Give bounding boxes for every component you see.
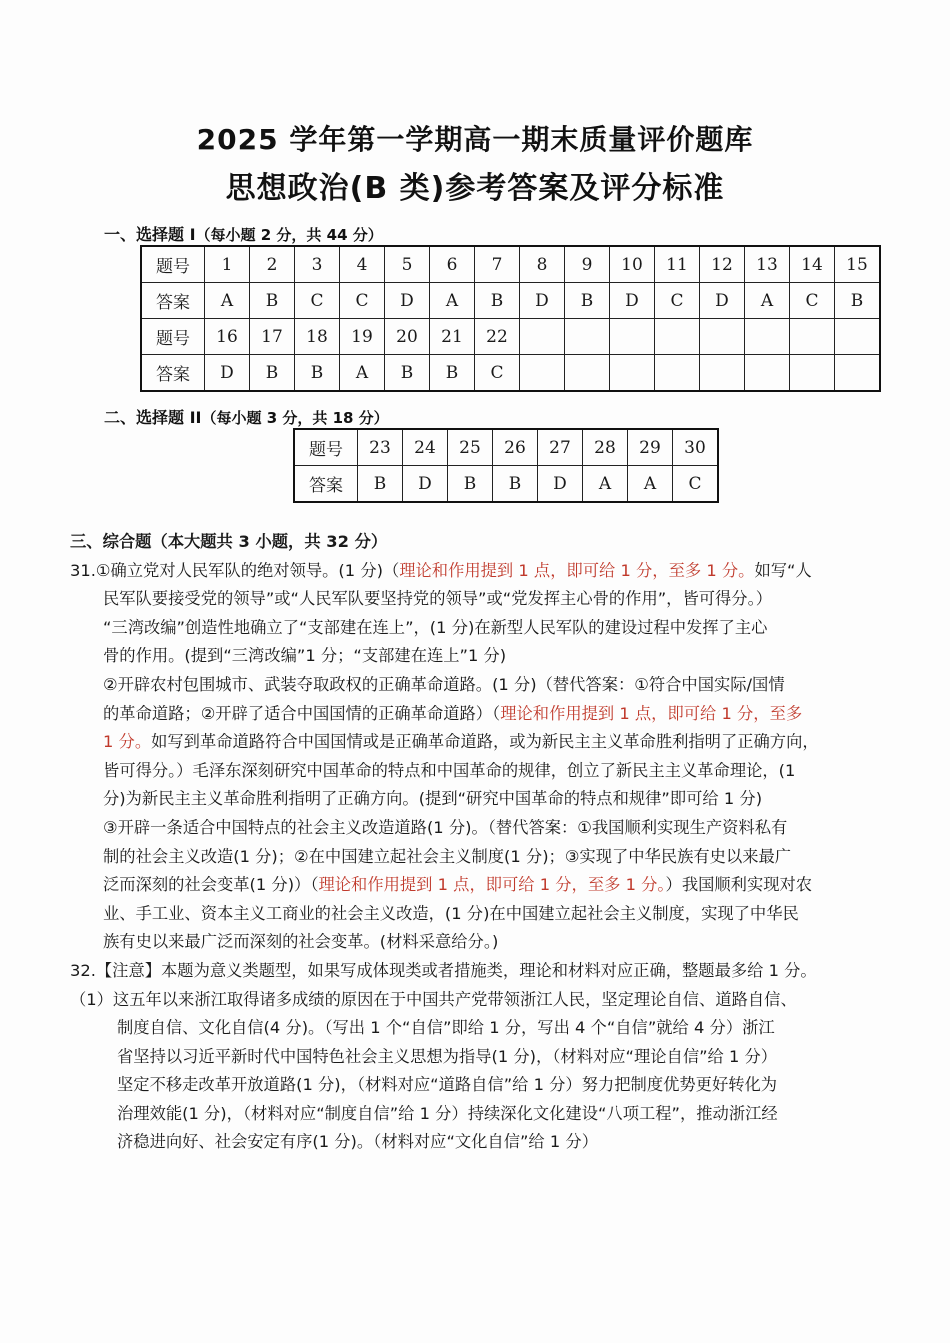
question-number-cell: 20 xyxy=(385,319,430,355)
answer-row xyxy=(141,283,880,319)
answer-cell: B xyxy=(295,355,340,392)
question-number-cell: 10 xyxy=(610,246,655,283)
answer-text: 业、手工业、资本主义工商业的社会主义改造，(1 分)在中国建立起社会主义制度，实现了中华民 xyxy=(103,903,799,923)
answer-cell: B xyxy=(835,283,881,319)
answer-text-line xyxy=(70,642,885,671)
question-number-cell xyxy=(835,319,881,355)
answer-cell: D xyxy=(700,283,745,319)
answer-text: 济稳进向好、社会安定有序(1 分)。（材料对应“文化自信”给 1 分） xyxy=(117,1132,598,1152)
answer-cell xyxy=(790,355,835,392)
section2-title: 二、选择题 II xyxy=(104,408,202,427)
question-number-cell: 18 xyxy=(295,319,340,355)
answer-cell xyxy=(520,355,565,392)
question-number-cell: 30 xyxy=(673,429,719,466)
question-number-cell: 11 xyxy=(655,246,700,283)
answer-text: 制度自信、文化自信(4 分)。（写出 1 个“自信”即给 1 分，写出 4 个“自信”就给 4 分）浙江 xyxy=(117,1018,775,1038)
answer-cell xyxy=(610,355,655,392)
answer-text: 分)为新民主主义革命胜利指明了正确方向。(提到“研究中国革命的特点和规律”即可给 1 分) xyxy=(103,789,763,809)
question-number-cell: 9 xyxy=(565,246,610,283)
section1-heading xyxy=(104,222,383,245)
question-number-cell: 27 xyxy=(538,429,583,466)
answer-text-line xyxy=(70,900,885,929)
answer-row-label: 答案 xyxy=(141,355,205,392)
answer-text: ③开辟一条适合中国特点的社会主义改造道路(1 分)。（替代答案：①我国顺利实现生产资料私有 xyxy=(103,817,788,837)
question-number-cell xyxy=(610,319,655,355)
answer-cell: D xyxy=(205,355,250,392)
answer-cell: C xyxy=(295,283,340,319)
answer-cell: D xyxy=(538,466,583,503)
answer-text-line xyxy=(70,557,885,586)
answer-cell: B xyxy=(430,355,475,392)
answer-cell: D xyxy=(520,283,565,319)
answer-cell: B xyxy=(358,466,403,503)
answer-text-line xyxy=(70,928,885,957)
answer-cell: D xyxy=(403,466,448,503)
question-number-cell: 13 xyxy=(745,246,790,283)
answer-cell: A xyxy=(430,283,475,319)
answer-cell: B xyxy=(565,283,610,319)
question-number-cell: 25 xyxy=(448,429,493,466)
answer-cell: A xyxy=(628,466,673,503)
answer-cell: B xyxy=(250,283,295,319)
scoring-note-text: 1 分。 xyxy=(103,732,152,752)
answer-text: 族有史以来最广泛而深刻的社会变革。(材料采意给分。) xyxy=(103,932,499,952)
section3-answer-lines xyxy=(70,557,885,1157)
question-number-cell: 22 xyxy=(475,319,520,355)
question-number-row-label: 题号 xyxy=(294,429,358,466)
answer-text: 省坚持以习近平新时代中国特色社会主义思想为指导(1 分)，（材料对应“理论自信”给 1 分） xyxy=(117,1046,778,1066)
answer-cell: A xyxy=(745,283,790,319)
answer-text-line xyxy=(70,671,885,700)
question-number-cell xyxy=(655,319,700,355)
document-title-line1: 2025 学年第一学期高一期末质量评价题库 xyxy=(196,123,754,156)
question-number-cell: 12 xyxy=(700,246,745,283)
answer-text-line xyxy=(70,1014,885,1043)
answer-cell: C xyxy=(790,283,835,319)
section1-title: 一、选择题 I xyxy=(104,225,196,244)
section3-heading: 三、综合题（本大题共 3 小题，共 32 分） xyxy=(70,532,388,551)
answer-text: 坚定不移走改革开放道路(1 分)，（材料对应“道路自信”给 1 分）努力把制度优势更好转化为 xyxy=(117,1075,778,1095)
answer-text: 民军队要接受党的领导”或“人民军队要坚持党的领导”或“党发挥主心骨的作用”，皆可得分。） xyxy=(103,589,773,609)
comprehensive-section xyxy=(70,528,885,1157)
answer-cell xyxy=(700,355,745,392)
answer-text: 治理效能(1 分)，（材料对应“制度自信”给 1 分）持续深化文化建设“八项工程”，推动浙江经 xyxy=(117,1103,778,1123)
answer-cell xyxy=(835,355,881,392)
answer-text: 31.①确立党对人民军队的绝对领导。(1 分)（ xyxy=(70,560,400,580)
scoring-note-text: 理论和作用提到 1 点，即可给 1 分，至多 1 分。 xyxy=(318,875,666,895)
question-number-cell xyxy=(790,319,835,355)
answer-cell: C xyxy=(655,283,700,319)
question-number-cell: 15 xyxy=(835,246,881,283)
question-number-row xyxy=(141,319,880,355)
question-number-cell: 2 xyxy=(250,246,295,283)
question-number-cell: 23 xyxy=(358,429,403,466)
answer-text: 如写到革命道路符合中国国情或是正确革命道路，或为新民主主义革命胜利指明了正确方向， xyxy=(151,732,819,752)
question-number-cell: 24 xyxy=(403,429,448,466)
question-number-cell: 5 xyxy=(385,246,430,283)
answer-text-line xyxy=(70,728,885,757)
question-number-cell: 17 xyxy=(250,319,295,355)
answer-row-label: 答案 xyxy=(294,466,358,503)
question-number-cell: 28 xyxy=(583,429,628,466)
answer-text: 的革命道路；②开辟了适合中国国情的正确革命道路）（ xyxy=(103,703,501,723)
document-title-line2: 思想政治(B 类)参考答案及评分标准 xyxy=(225,171,725,206)
answer-cell xyxy=(565,355,610,392)
answer-text: 32.【注意】本题为意义类题型，如果写成体现类或者措施类，理论和材料对应正确，整题最多给 1 分。 xyxy=(70,960,817,980)
answer-cell: D xyxy=(610,283,655,319)
answer-text: ）我国顺利实现对农 xyxy=(665,875,813,895)
answer-text: （1）这五年以来浙江取得诸多成绩的原因在于中国共产党带领浙江人民，坚定理论自信、道路自信、 xyxy=(70,989,797,1009)
answer-row xyxy=(294,466,718,503)
question-number-cell: 7 xyxy=(475,246,520,283)
answer-text-line xyxy=(70,1043,885,1072)
question-number-cell: 16 xyxy=(205,319,250,355)
answer-text-line xyxy=(70,986,885,1015)
answer-text-line xyxy=(70,843,885,872)
answer-cell: C xyxy=(475,355,520,392)
question-number-cell xyxy=(520,319,565,355)
question-number-cell: 14 xyxy=(790,246,835,283)
question-number-cell: 4 xyxy=(340,246,385,283)
scoring-note-text: 理论和作用提到 1 点，即可给 1 分，至多 xyxy=(500,703,803,723)
answer-text: 泛而深刻的社会变革(1 分)）（ xyxy=(103,875,319,895)
answer-cell: A xyxy=(205,283,250,319)
answer-text: 制的社会主义改造(1 分)；②在中国建立起社会主义制度(1 分)；③实现了中华民族有史以来最广 xyxy=(103,846,792,866)
answer-cell: B xyxy=(475,283,520,319)
answer-text-line xyxy=(70,614,885,643)
answer-cell: B xyxy=(493,466,538,503)
answer-text-line xyxy=(70,1100,885,1129)
question-number-cell: 29 xyxy=(628,429,673,466)
question-number-cell: 1 xyxy=(205,246,250,283)
answer-table-section1 xyxy=(140,245,881,392)
answer-text-line xyxy=(70,757,885,786)
question-number-cell: 6 xyxy=(430,246,475,283)
answer-text: 骨的作用。(提到“三湾改编”1 分；“支部建在连上”1 分) xyxy=(103,646,507,666)
section1-note: （每小题 2 分，共 44 分） xyxy=(195,226,383,244)
question-number-cell: 26 xyxy=(493,429,538,466)
question-number-cell xyxy=(700,319,745,355)
question-number-row-label: 题号 xyxy=(141,319,205,355)
answer-text-line xyxy=(70,1071,885,1100)
question-number-cell xyxy=(745,319,790,355)
answer-cell: B xyxy=(250,355,295,392)
answer-cell: B xyxy=(448,466,493,503)
answer-text-line xyxy=(70,814,885,843)
question-number-cell: 3 xyxy=(295,246,340,283)
question-number-row xyxy=(294,429,718,466)
answer-cell: A xyxy=(583,466,628,503)
question-number-row xyxy=(141,246,880,283)
answer-cell: D xyxy=(385,283,430,319)
answer-text-line xyxy=(70,700,885,729)
answer-cell xyxy=(745,355,790,392)
answer-row-label: 答案 xyxy=(141,283,205,319)
question-number-cell xyxy=(565,319,610,355)
answer-cell: A xyxy=(340,355,385,392)
answer-cell: C xyxy=(340,283,385,319)
answer-cell: C xyxy=(673,466,719,503)
answer-text-line xyxy=(70,871,885,900)
answer-text-line xyxy=(70,785,885,814)
question-number-cell: 19 xyxy=(340,319,385,355)
answer-text-line xyxy=(70,957,885,986)
scoring-note-text: 理论和作用提到 1 点，即可给 1 分，至多 1 分。 xyxy=(399,560,755,580)
section2-heading xyxy=(104,405,389,428)
question-number-cell: 8 xyxy=(520,246,565,283)
answer-row xyxy=(141,355,880,392)
answer-text: ②开辟农村包围城市、武装夺取政权的正确革命道路。(1 分)（替代答案：①符合中国实际/国情 xyxy=(103,674,785,694)
answer-table-section2 xyxy=(293,428,719,503)
answer-text: 皆可得分。）毛泽东深刻研究中国革命的特点和中国革命的规律，创立了新民主主义革命理论，(1 xyxy=(103,760,796,780)
answer-cell: B xyxy=(385,355,430,392)
answer-text-line xyxy=(70,1128,885,1157)
question-number-cell: 21 xyxy=(430,319,475,355)
section2-note: （每小题 3 分，共 18 分） xyxy=(201,409,389,427)
question-number-row-label: 题号 xyxy=(141,246,205,283)
answer-cell xyxy=(655,355,700,392)
answer-text: “三湾改编”创造性地确立了“支部建在连上”，(1 分)在新型人民军队的建设过程中发挥了主心 xyxy=(103,617,768,637)
answer-text-line xyxy=(70,585,885,614)
answer-text: 如写“人 xyxy=(754,560,812,580)
